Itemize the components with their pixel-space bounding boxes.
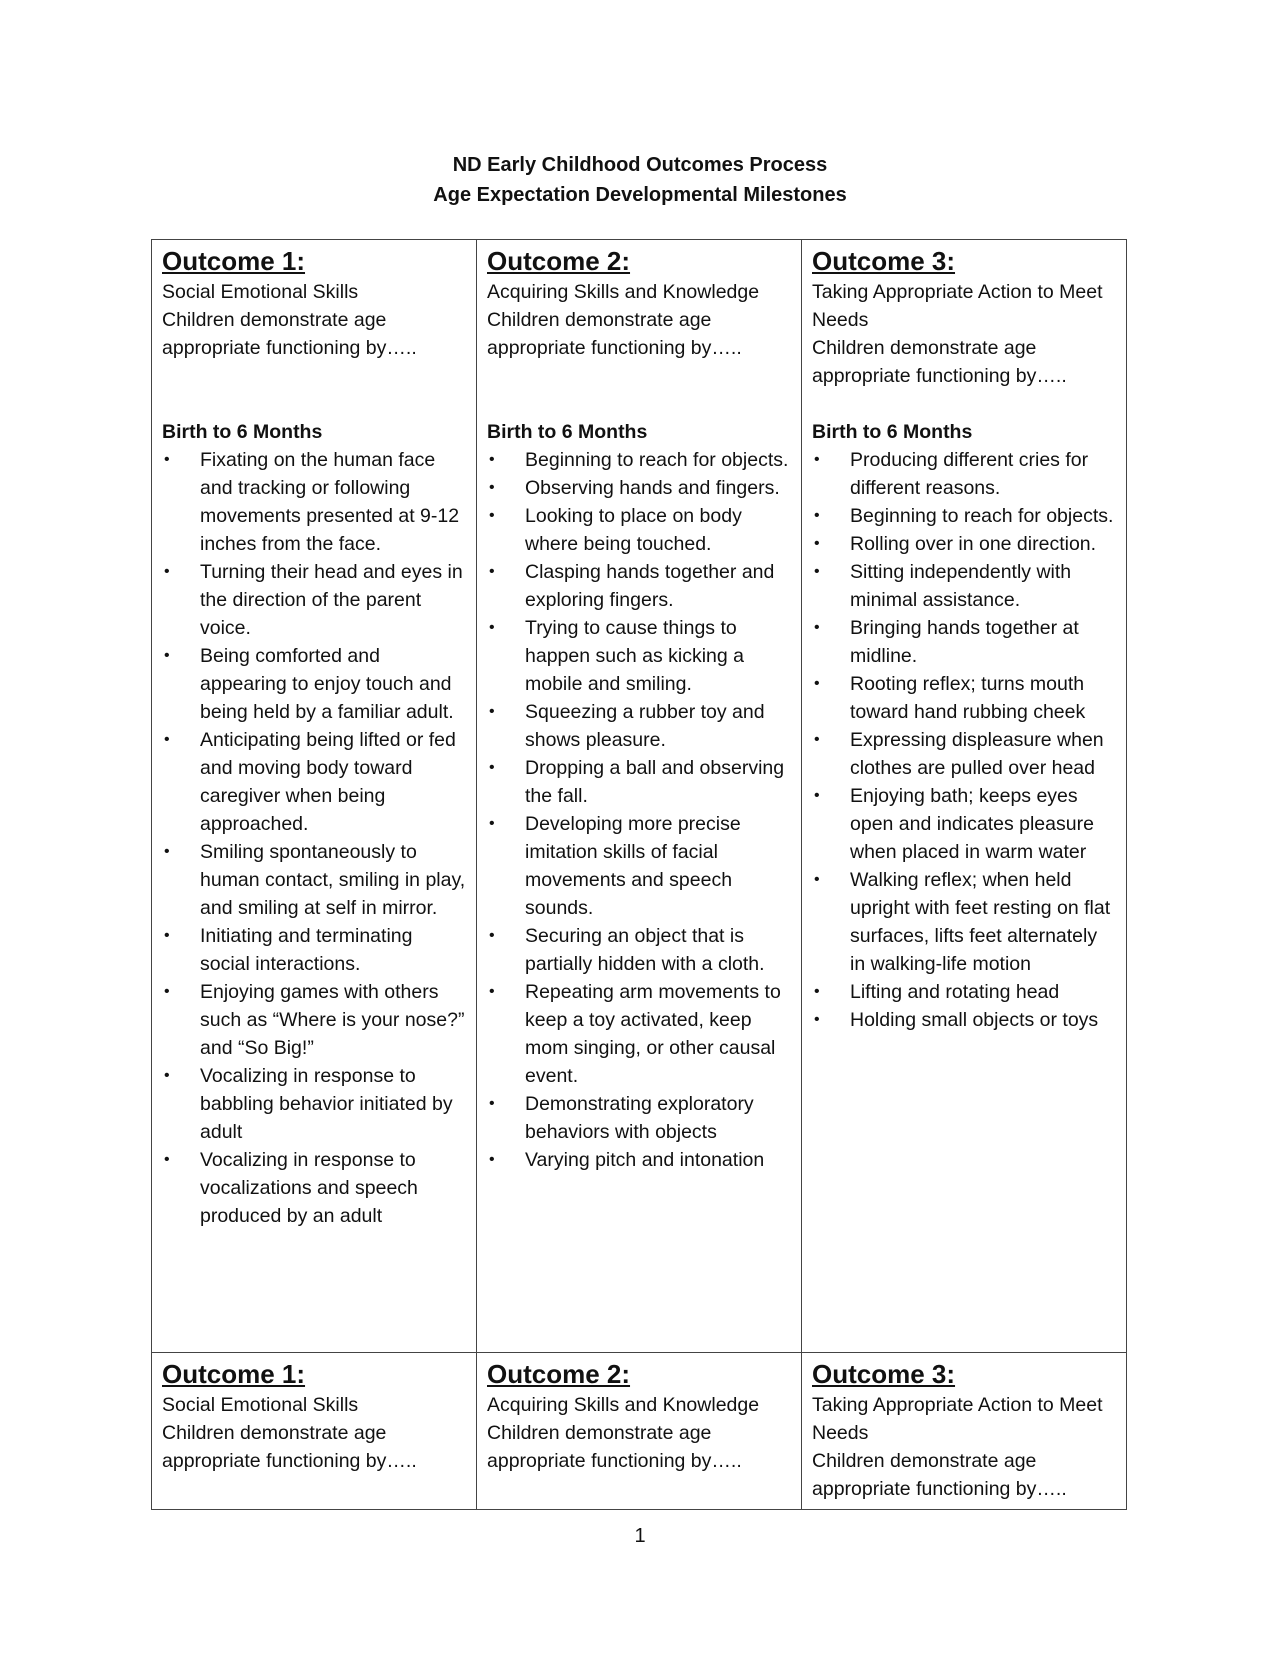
outcome2-cell-repeat [477,1353,802,1510]
document-header [0,150,1280,210]
list-item [487,474,791,502]
bullet-icon: • [164,451,170,468]
milestone-text: Sitting independently with minimal assistance. [850,561,1072,611]
outcome1-cell [152,240,477,1353]
list-item [812,866,1116,978]
outcome3-title-repeat: Outcome 3: [812,1359,956,1389]
milestone-text: Enjoying games with others such as “Where is your nose?” and “So Big!” [200,981,465,1059]
outcome3-cell [802,240,1127,1353]
milestone-text: Walking reflex; when held upright with feet resting on flat surfaces, lifts feet alternately in walking-life motion [850,869,1111,975]
milestone-text: Clasping hands together and exploring fingers. [525,561,775,611]
outcome1-age-heading: Birth to 6 Months [162,421,323,443]
bullet-icon: • [164,843,170,860]
list-item [162,838,466,922]
outcome2-subtitle: Acquiring Skills and Knowledge [487,281,760,303]
milestone-text: Rolling over in one direction. [850,533,1097,555]
bullet-icon: • [814,535,820,552]
list-item [812,670,1116,726]
list-item [162,1146,466,1230]
list-item [487,502,791,558]
bullet-icon: • [814,619,820,636]
bullet-icon: • [814,1011,820,1028]
milestones-table [151,239,1127,1510]
list-item [487,978,791,1090]
outcome2-title: Outcome 2: [487,246,631,276]
outcome1-title: Outcome 1: [162,246,306,276]
milestone-text: Expressing displeasure when clothes are pulled over head [850,729,1104,779]
outcome2-subtitle-repeat: Acquiring Skills and Knowledge [487,1394,760,1416]
bullet-icon: • [814,675,820,692]
bullet-icon: • [489,563,495,580]
bullet-icon: • [489,451,495,468]
milestone-text: Fixating on the human face and tracking or following movements presented at 9-12 inches from the face. [200,449,460,555]
outcome2-intro-line1-repeat: Children demonstrate age [487,1422,712,1444]
bullet-icon: • [814,787,820,804]
list-item [487,1090,791,1146]
list-item [487,614,791,698]
bullet-icon: • [814,563,820,580]
bullet-icon: • [489,479,495,496]
milestone-text: Varying pitch and intonation [525,1149,765,1171]
bullet-icon: • [489,1095,495,1112]
milestone-text: Initiating and terminating social interactions. [200,925,413,975]
list-item [812,1006,1116,1034]
outcome2-cell [477,240,802,1353]
outcome1-milestone-list [162,446,466,1230]
list-item [812,614,1116,670]
milestone-text: Dropping a ball and observing the fall. [525,757,785,807]
milestone-text: Looking to place on body where being touched. [525,505,742,555]
bullet-icon: • [814,731,820,748]
milestone-text: Beginning to reach for objects. [525,449,789,471]
milestone-text: Lifting and rotating head [850,981,1060,1003]
bullet-icon: • [814,983,820,1000]
bullet-icon: • [489,983,495,1000]
milestone-text: Beginning to reach for objects. [850,505,1114,527]
list-item [487,1146,791,1174]
milestone-text: Bringing hands together at midline. [850,617,1079,667]
bullet-icon: • [489,703,495,720]
list-item [162,922,466,978]
bullet-icon: • [489,507,495,524]
outcome3-intro-line1: Children demonstrate age [812,337,1037,359]
outcome2-title-repeat: Outcome 2: [487,1359,631,1389]
bullet-icon: • [164,647,170,664]
milestone-text: Demonstrating exploratory behaviors with objects [525,1093,754,1143]
milestone-text: Anticipating being lifted or fed and moving body toward caregiver when being approached. [200,729,456,835]
milestone-text: Developing more precise imitation skills of facial movements and speech sounds. [525,813,741,919]
list-item [812,978,1116,1006]
list-item [812,726,1116,782]
list-item [812,446,1116,502]
milestone-text: Enjoying bath; keeps eyes open and indicates pleasure when placed in warm water [850,785,1094,863]
milestone-text: Trying to cause things to happen such as kicking a mobile and smiling. [525,617,744,695]
outcome3-intro-line1-repeat: Children demonstrate age [812,1450,1037,1472]
outcome3-intro-line2-repeat: appropriate functioning by….. [812,1478,1067,1500]
list-item [162,726,466,838]
list-item [162,642,466,726]
milestone-text: Holding small objects or toys [850,1009,1099,1031]
list-item [162,1062,466,1146]
outcome1-intro-line2: appropriate functioning by….. [162,337,417,359]
milestone-text: Smiling spontaneously to human contact, smiling in play, and smiling at self in mirror. [200,841,466,919]
bullet-icon: • [489,815,495,832]
list-item [487,698,791,754]
list-item [812,502,1116,530]
outcome3-subtitle-repeat: Taking Appropriate Action to Meet Needs [812,1394,1103,1444]
milestone-text: Squeezing a rubber toy and shows pleasure. [525,701,765,751]
list-item [487,558,791,614]
outcome2-intro-line2: appropriate functioning by….. [487,337,742,359]
bullet-icon: • [164,1151,170,1168]
outcome3-title: Outcome 3: [812,246,956,276]
outcome1-subtitle: Social Emotional Skills [162,281,359,303]
outcome2-intro-line1: Children demonstrate age [487,309,712,331]
bullet-icon: • [489,1151,495,1168]
outcome1-intro-line1-repeat: Children demonstrate age [162,1422,387,1444]
outcome3-cell-repeat [802,1353,1127,1510]
list-item [487,922,791,978]
milestone-text: Securing an object that is partially hidden with a cloth. [525,925,765,975]
outcome2-milestone-list [487,446,791,1174]
bullet-icon: • [489,927,495,944]
list-item [162,978,466,1062]
bullet-icon: • [814,451,820,468]
outcome1-subtitle-repeat: Social Emotional Skills [162,1394,359,1416]
bullet-icon: • [489,619,495,636]
list-item [812,782,1116,866]
table-row [152,1353,1127,1510]
bullet-icon: • [164,563,170,580]
document-subtitle: Age Expectation Developmental Milestones [433,184,847,206]
document-title: ND Early Childhood Outcomes Process [452,154,828,176]
bullet-icon: • [164,927,170,944]
bullet-icon: • [164,731,170,748]
page-number: 1 [634,1525,646,1547]
list-item [812,558,1116,614]
milestone-text: Producing different cries for different reasons. [850,449,1089,499]
table-row [152,240,1127,1353]
outcome3-subtitle: Taking Appropriate Action to Meet Needs [812,281,1103,331]
outcome3-milestone-list [812,446,1116,1034]
list-item [812,530,1116,558]
outcome2-intro-line2-repeat: appropriate functioning by….. [487,1450,742,1472]
milestone-text: Being comforted and appearing to enjoy touch and being held by a familiar adult. [200,645,454,723]
bullet-icon: • [814,507,820,524]
list-item [487,754,791,810]
milestone-text: Turning their head and eyes in the direction of the parent voice. [200,561,463,639]
list-item [487,810,791,922]
milestone-text: Repeating arm movements to keep a toy activated, keep mom singing, or other causal event. [525,981,781,1087]
outcome3-age-heading: Birth to 6 Months [812,421,973,443]
list-item [162,446,466,558]
outcome1-cell-repeat [152,1353,477,1510]
milestone-text: Observing hands and fingers. [525,477,780,499]
milestone-text: Vocalizing in response to vocalizations and speech produced by an adult [200,1149,418,1227]
bullet-icon: • [814,871,820,888]
list-item [162,558,466,642]
milestone-text: Rooting reflex; turns mouth toward hand rubbing cheek [850,673,1086,723]
bullet-icon: • [164,1067,170,1084]
bullet-icon: • [164,983,170,1000]
outcome3-intro-line2: appropriate functioning by….. [812,365,1067,387]
outcome1-intro-line1: Children demonstrate age [162,309,387,331]
milestone-text: Vocalizing in response to babbling behavior initiated by adult [200,1065,453,1143]
outcome1-title-repeat: Outcome 1: [162,1359,306,1389]
outcome2-age-heading: Birth to 6 Months [487,421,648,443]
list-item [487,446,791,474]
bullet-icon: • [489,759,495,776]
outcome1-intro-line2-repeat: appropriate functioning by….. [162,1450,417,1472]
